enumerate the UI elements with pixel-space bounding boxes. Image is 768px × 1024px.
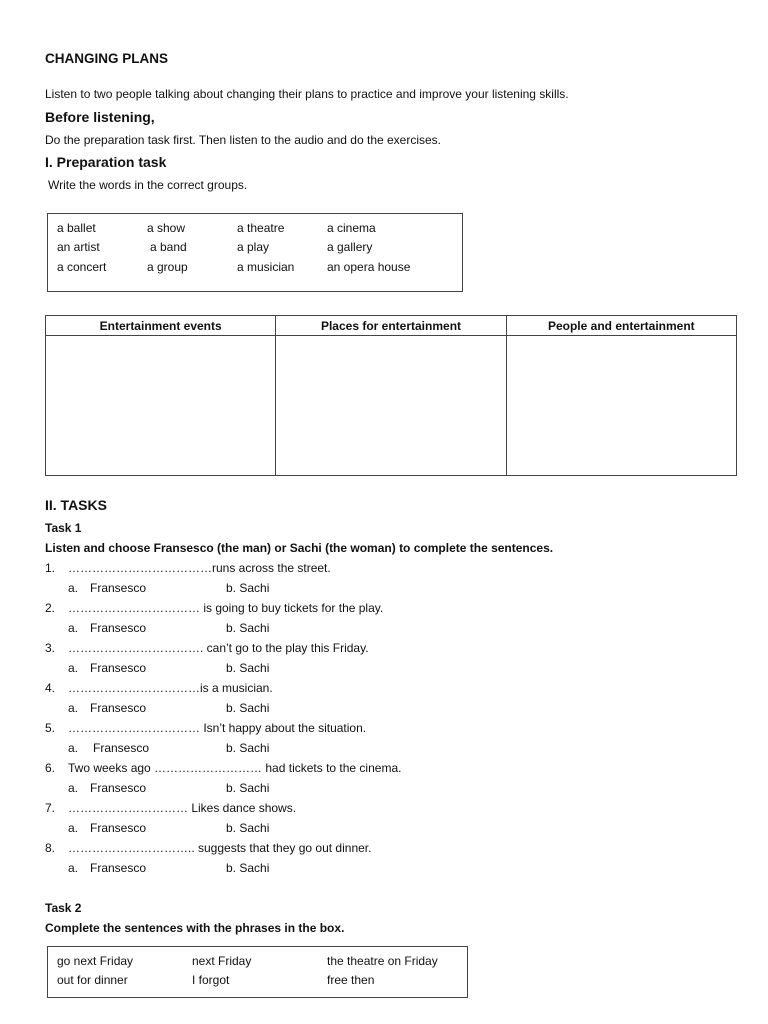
option-a[interactable]: Fransesco bbox=[90, 861, 147, 875]
word: a cinema bbox=[327, 221, 376, 235]
question-text: ……………………………is a musician. bbox=[68, 681, 273, 695]
word: a theatre bbox=[237, 221, 285, 235]
preparation-instruction: Write the words in the correct groups. bbox=[48, 178, 248, 192]
column-header-people: People and entertainment bbox=[506, 316, 736, 336]
option-a-label: a. bbox=[68, 821, 79, 835]
option-a-label: a. bbox=[68, 741, 79, 755]
answer-cell-events[interactable] bbox=[46, 336, 276, 476]
intro-text: Listen to two people talking about changing their plans to practice and improve your listening skills. bbox=[45, 87, 569, 101]
column-header-places: Places for entertainment bbox=[276, 316, 506, 336]
option-b[interactable]: b. Sachi bbox=[226, 741, 270, 755]
question-number: 1. bbox=[45, 561, 56, 575]
option-b[interactable]: b. Sachi bbox=[226, 661, 270, 675]
question-text: ……………………………. can’t go to the play this Friday. bbox=[68, 641, 369, 655]
question-number: 3. bbox=[45, 641, 56, 655]
option-a-label: a. bbox=[68, 781, 79, 795]
option-a-label: a. bbox=[68, 861, 79, 875]
word: a ballet bbox=[57, 221, 96, 235]
phrase: free then bbox=[327, 973, 375, 987]
task1-instruction: Listen and choose Fransesco (the man) or Sachi (the woman) to complete the sentences. bbox=[45, 541, 554, 555]
option-b[interactable]: b. Sachi bbox=[226, 821, 270, 835]
phrase: go next Friday bbox=[57, 954, 134, 968]
phrase: I forgot bbox=[192, 973, 230, 987]
question-text: …………………………… is going to buy tickets for the play. bbox=[68, 601, 384, 615]
word: an artist bbox=[57, 240, 100, 254]
question-number: 7. bbox=[45, 801, 56, 815]
option-a-label: a. bbox=[68, 621, 79, 635]
option-b[interactable]: b. Sachi bbox=[226, 781, 270, 795]
answer-cell-people[interactable] bbox=[506, 336, 736, 476]
word: a gallery bbox=[327, 240, 373, 254]
option-b[interactable]: b. Sachi bbox=[226, 621, 270, 635]
option-a[interactable]: Fransesco bbox=[90, 661, 147, 675]
question-number: 2. bbox=[45, 601, 56, 615]
column-header-events: Entertainment events bbox=[46, 316, 276, 336]
question-text: ………………………… Likes dance shows. bbox=[68, 801, 297, 815]
option-b[interactable]: b. Sachi bbox=[226, 861, 270, 875]
option-a[interactable]: Fransesco bbox=[93, 741, 150, 755]
option-a[interactable]: Fransesco bbox=[90, 781, 147, 795]
word: a concert bbox=[57, 260, 107, 274]
before-listening-instruction: Do the preparation task first. Then listen to the audio and do the exercises. bbox=[45, 133, 442, 147]
phrase: the theatre on Friday bbox=[327, 954, 438, 968]
word-box bbox=[47, 213, 463, 292]
option-a[interactable]: Fransesco bbox=[90, 581, 147, 595]
word: a show bbox=[147, 221, 186, 235]
word-groups-table bbox=[45, 315, 737, 476]
task2-label: Task 2 bbox=[45, 901, 82, 915]
phrase-box bbox=[47, 946, 468, 998]
word: a band bbox=[150, 240, 187, 254]
preparation-task-heading: I. Preparation task bbox=[45, 154, 167, 170]
answer-cell-places[interactable] bbox=[276, 336, 506, 476]
option-a[interactable]: Fransesco bbox=[90, 621, 147, 635]
option-a-label: a. bbox=[68, 701, 79, 715]
task2-instruction: Complete the sentences with the phrases in the box. bbox=[45, 921, 345, 935]
question-number: 8. bbox=[45, 841, 56, 855]
question-text: …………………………… Isn’t happy about the situation. bbox=[68, 721, 367, 735]
word: a musician bbox=[237, 260, 295, 274]
option-a[interactable]: Fransesco bbox=[90, 701, 147, 715]
option-a[interactable]: Fransesco bbox=[90, 821, 147, 835]
word: a group bbox=[147, 260, 188, 274]
option-b[interactable]: b. Sachi bbox=[226, 701, 270, 715]
question-number: 5. bbox=[45, 721, 56, 735]
task1-label: Task 1 bbox=[45, 521, 82, 535]
question-text: Two weeks ago ……………………… had tickets to the cinema. bbox=[68, 761, 402, 775]
word: an opera house bbox=[327, 260, 411, 274]
question-text: ………………………….. suggests that they go out dinner. bbox=[68, 841, 372, 855]
page-title: CHANGING PLANS bbox=[45, 51, 169, 66]
option-a-label: a. bbox=[68, 581, 79, 595]
tasks-heading: II. TASKS bbox=[45, 497, 107, 513]
word: a play bbox=[237, 240, 270, 254]
option-b[interactable]: b. Sachi bbox=[226, 581, 270, 595]
question-number: 4. bbox=[45, 681, 56, 695]
option-a-label: a. bbox=[68, 661, 79, 675]
question-number: 6. bbox=[45, 761, 56, 775]
before-listening-heading: Before listening, bbox=[45, 109, 155, 125]
phrase: next Friday bbox=[192, 954, 252, 968]
phrase: out for dinner bbox=[57, 973, 128, 987]
question-text: ………………………………runs across the street. bbox=[68, 561, 331, 575]
